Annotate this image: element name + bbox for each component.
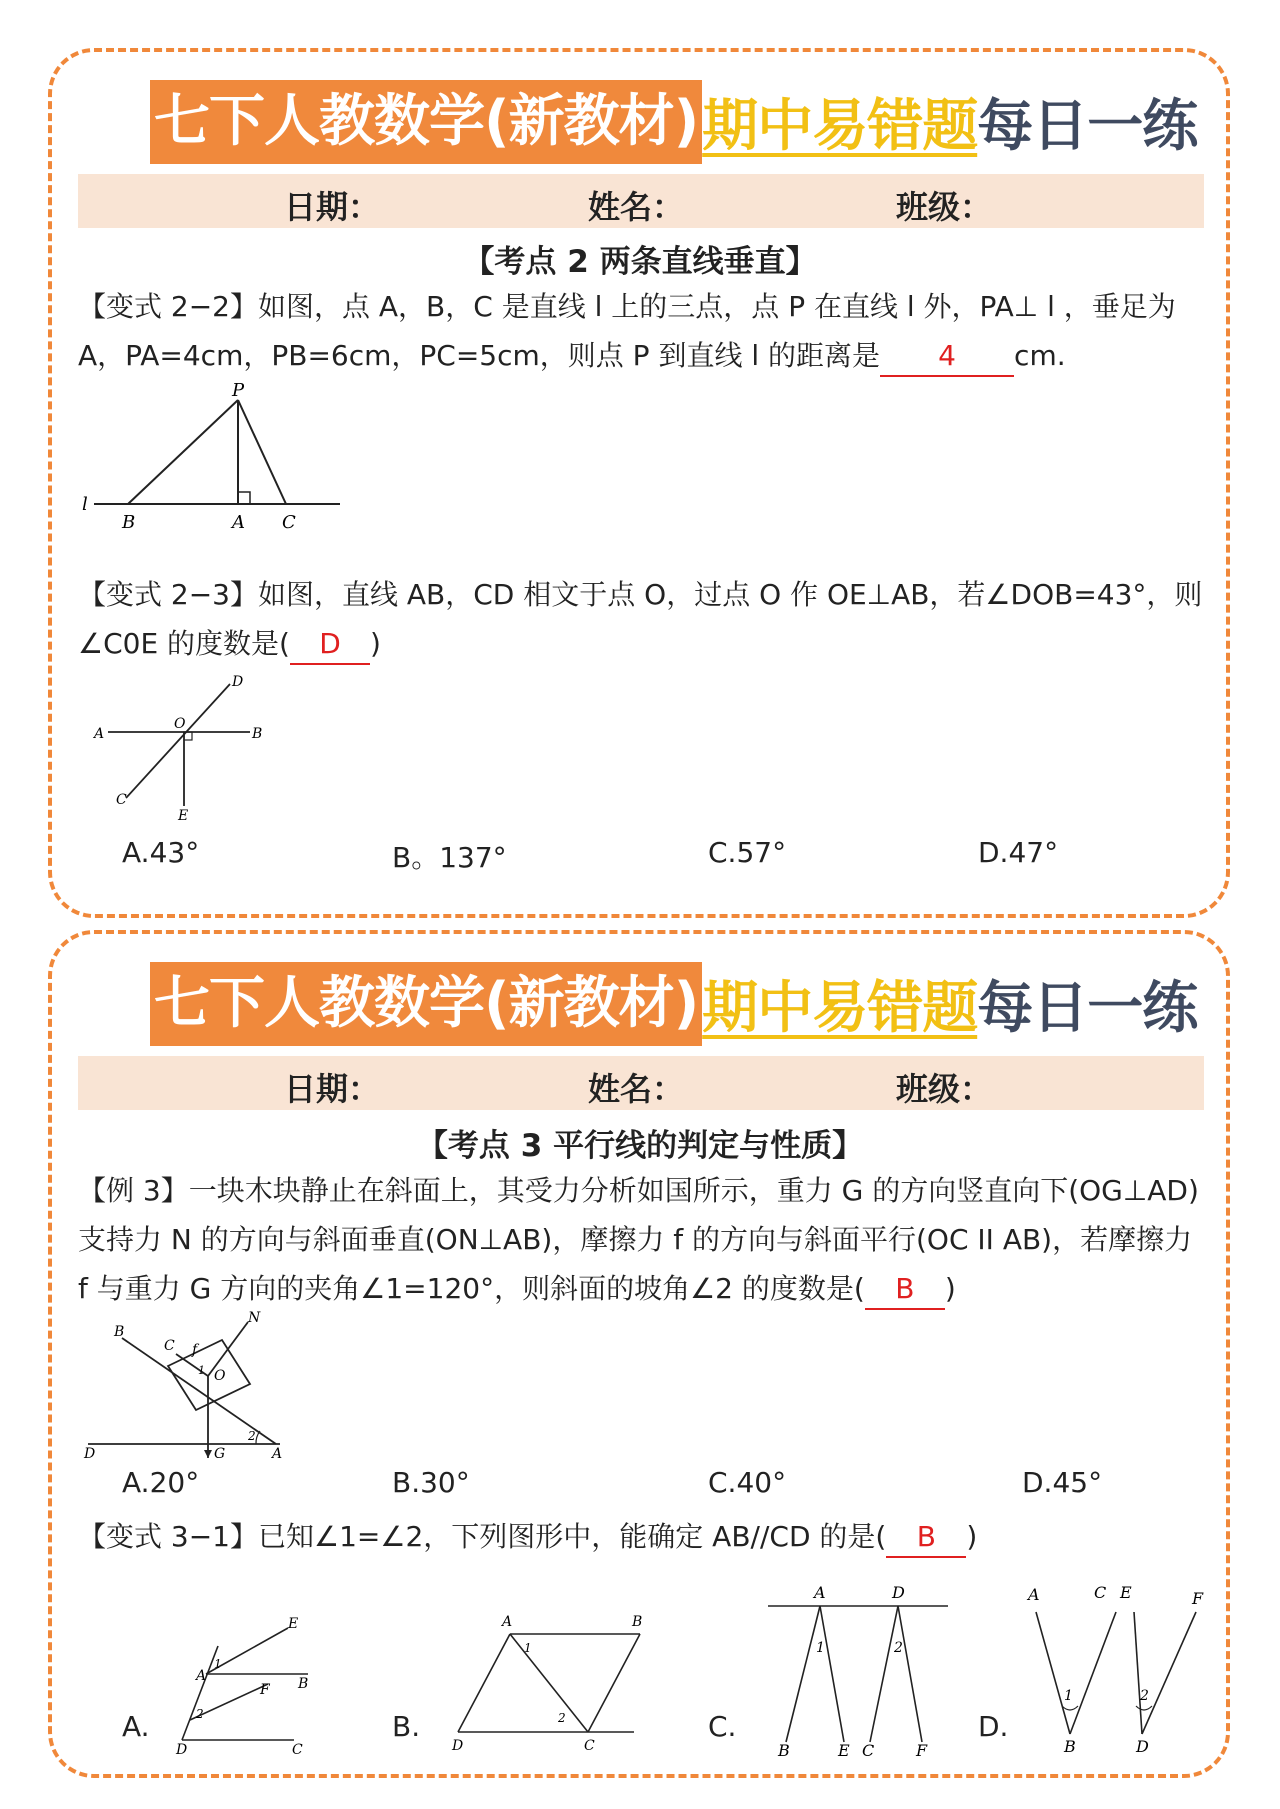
- question-text: 【例 3】一块木块静止在斜面上，其受力分析如国所示，重力 G 的方向竖直向下(OG⊥AD)支持力 N 的方向与斜面垂直(ON⊥AB)，摩擦力 f 的方向与斜面平行(OC II AB)，若摩擦力 f 与重力 G 方向的夹角∠1=120°，则斜面的坡角∠2 的度数是(: [78, 1174, 1199, 1305]
- question-close: ): [369, 627, 381, 660]
- question-2-2: [78, 282, 1208, 380]
- answer-blank: B: [886, 1518, 966, 1558]
- figure-option-d: [1026, 1576, 1216, 1756]
- option-a: A.43°: [122, 836, 200, 869]
- angle-1-arc: [1062, 1706, 1078, 1710]
- option-c-letter: C.: [708, 1710, 737, 1743]
- title-part-2: 期中易错题: [702, 94, 978, 159]
- label-e: E: [1120, 1583, 1132, 1602]
- question-2-3: [78, 570, 1208, 668]
- label-a: A: [1028, 1585, 1040, 1604]
- label-a: A: [502, 1614, 513, 1630]
- question-text: 【变式 2−2】如图，点 A，B，C 是直线 l 上的三点，点 P 在直线 l 外，PA⊥ l ，垂足为 A，PA=4cm，PB=6cm，PC=5cm，则点 P 到直线 l 的距离是: [78, 290, 1176, 372]
- info-bar-2: [78, 1056, 1204, 1110]
- label-b: B: [778, 1741, 790, 1756]
- label-b: B: [114, 1324, 125, 1340]
- worksheet-title-2: [150, 962, 1197, 1046]
- label-b: B: [1064, 1737, 1076, 1756]
- question-3-1: [78, 1512, 1208, 1561]
- label-f: F: [916, 1741, 928, 1756]
- worksheet-title: [150, 80, 1197, 164]
- label-angle-2: 2: [248, 1429, 256, 1443]
- label-d: D: [176, 1742, 188, 1756]
- label-angle-2: 2: [558, 1711, 566, 1725]
- example-3: [78, 1166, 1208, 1313]
- option-c: C.40°: [708, 1466, 787, 1499]
- label-f: F: [260, 1682, 270, 1698]
- label-a: A: [232, 512, 245, 533]
- line-ae: [820, 1606, 844, 1742]
- label-c: C: [282, 512, 296, 533]
- right-angle-mark: [238, 492, 250, 504]
- label-c: C: [116, 792, 127, 808]
- question-close: ): [966, 1520, 978, 1553]
- label-n: N: [248, 1310, 261, 1326]
- label-b: B: [298, 1676, 309, 1692]
- label-a: A: [272, 1446, 283, 1460]
- line-df: [898, 1606, 922, 1742]
- line-cd: [126, 684, 230, 798]
- answer-blank: D: [290, 625, 370, 665]
- label-b: B: [252, 726, 263, 742]
- line-dc: [870, 1606, 898, 1742]
- label-angle-2: 2: [894, 1640, 903, 1656]
- figure-option-b: [448, 1606, 648, 1756]
- question-unit: cm.: [1014, 339, 1066, 372]
- line-ed: [1134, 1612, 1142, 1734]
- title-part-3: 每日一练: [977, 94, 1198, 159]
- line-df: [1142, 1612, 1196, 1734]
- arrow-g: [204, 1450, 212, 1458]
- option-b: B。137°: [392, 841, 507, 874]
- label-angle-1: 1: [524, 1641, 532, 1655]
- label-e: E: [288, 1616, 299, 1632]
- label-a: A: [196, 1668, 207, 1684]
- title-part-2: 期中易错题: [702, 976, 978, 1041]
- label-c: C: [292, 1742, 303, 1756]
- figure-option-a: [168, 1606, 318, 1756]
- label-angle-2: 2: [1140, 1688, 1149, 1704]
- label-b: B: [122, 512, 136, 533]
- topic-heading-2: 【考点 3 平行线的判定与性质】: [416, 1128, 864, 1164]
- label-c: C: [1094, 1583, 1107, 1602]
- question-close: ): [944, 1272, 956, 1305]
- title-part-1: 七下人教数学(新教材): [150, 80, 702, 164]
- label-angle-2: 2: [196, 1707, 204, 1721]
- question-text: 【变式 2−3】如图，直线 AB，CD 相文于点 O，过点 O 作 OE⊥AB，若∠DOB=43°，则∠C0E 的度数是(: [78, 578, 1203, 660]
- label-e: E: [838, 1741, 850, 1756]
- question-text: 【变式 3−1】已知∠1=∠2，下列图形中，能确定 AB//CD 的是(: [78, 1520, 887, 1553]
- option-c: C.57°: [708, 836, 787, 869]
- label-a: A: [94, 726, 105, 742]
- angle-2-arc: [1136, 1706, 1152, 1710]
- label-a: A: [814, 1583, 826, 1602]
- label-angle-1: 1: [1064, 1688, 1073, 1704]
- class-label: 班级：: [896, 1070, 993, 1108]
- label-o: O: [214, 1368, 226, 1384]
- line-ab: [1036, 1612, 1070, 1734]
- label-d: D: [232, 674, 244, 690]
- segment-pc: [238, 400, 286, 504]
- label-c: C: [862, 1741, 875, 1756]
- option-a: A.20°: [122, 1466, 200, 1499]
- line-transversal: [182, 1646, 218, 1740]
- label-d: D: [84, 1446, 96, 1460]
- class-label: 班级：: [896, 188, 993, 226]
- line-ad: [458, 1634, 510, 1732]
- figure-incline-forces: [80, 1310, 300, 1460]
- line-ab: [786, 1606, 820, 1742]
- label-g: G: [214, 1446, 226, 1460]
- figure-perpendicular: [80, 380, 350, 540]
- label-angle-1: 1: [816, 1640, 825, 1656]
- figure-option-c: [764, 1576, 954, 1756]
- label-b: B: [632, 1614, 643, 1630]
- diagonal-ac: [510, 1634, 588, 1732]
- date-label: 日期：: [284, 1070, 381, 1108]
- label-o: O: [174, 716, 186, 732]
- label-c: C: [164, 1338, 175, 1354]
- label-d: D: [452, 1738, 464, 1754]
- title-part-1: 七下人教数学(新教材): [150, 962, 702, 1046]
- label-c: C: [584, 1738, 595, 1754]
- name-label: 姓名：: [588, 1070, 685, 1108]
- label-angle-1: 1: [198, 1364, 205, 1377]
- label-d: D: [892, 1583, 905, 1602]
- line-bc: [588, 1634, 640, 1732]
- option-d: D.47°: [978, 836, 1059, 869]
- label-d: D: [1136, 1737, 1149, 1756]
- option-a-letter: A.: [122, 1710, 150, 1743]
- option-b-letter: B.: [392, 1710, 421, 1743]
- name-label: 姓名：: [588, 188, 685, 226]
- label-f: f: [192, 1342, 198, 1358]
- date-label: 日期：: [284, 188, 381, 226]
- info-bar: [78, 174, 1204, 228]
- label-e: E: [178, 808, 189, 822]
- label-l: l: [82, 494, 88, 515]
- topic-heading: 【考点 2 两条直线垂直】: [463, 244, 817, 280]
- label-p: P: [232, 380, 245, 401]
- answer-blank: 4: [880, 337, 1014, 377]
- figure-intersecting-lines: [86, 672, 276, 822]
- label-f: F: [1192, 1589, 1204, 1608]
- option-d-letter: D.: [978, 1710, 1009, 1743]
- segment-pb: [128, 400, 238, 504]
- label-angle-1: 1: [214, 1657, 222, 1671]
- option-b: B.30°: [392, 1466, 470, 1499]
- option-d: D.45°: [1022, 1466, 1103, 1499]
- title-part-3: 每日一练: [977, 976, 1198, 1041]
- line-bc: [1070, 1612, 1116, 1734]
- answer-blank: B: [865, 1270, 945, 1310]
